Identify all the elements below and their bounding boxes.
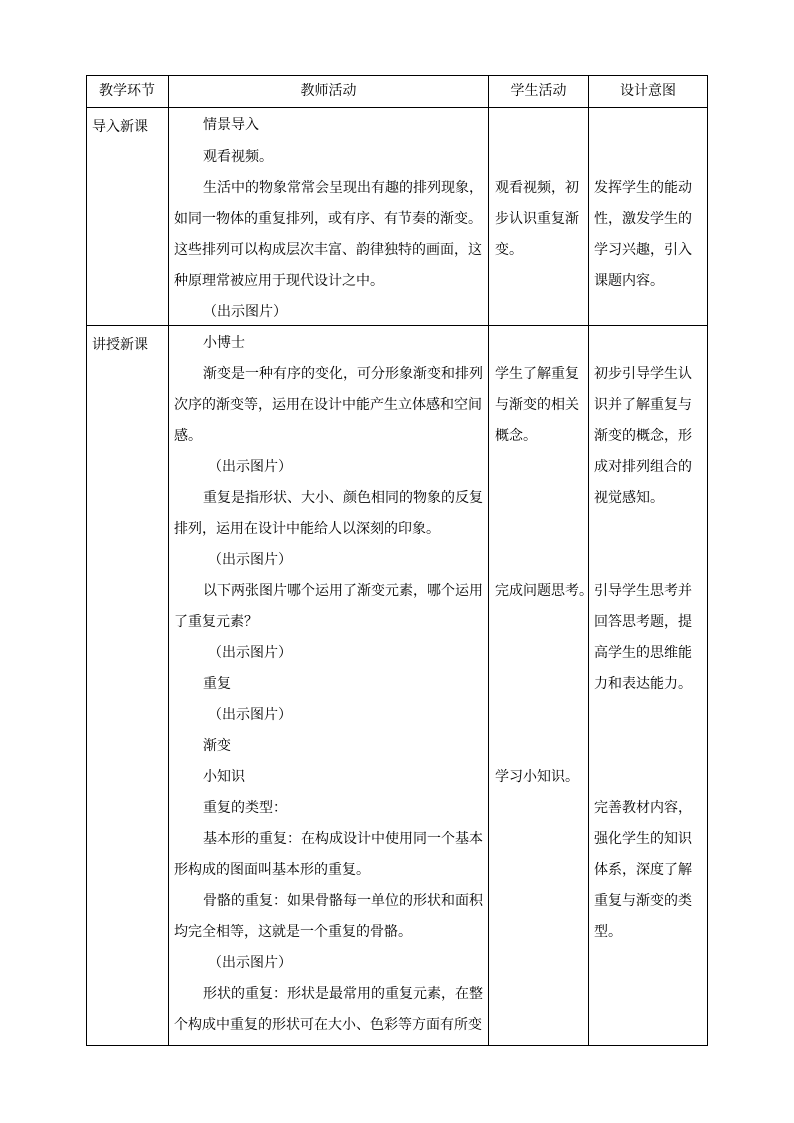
lesson-plan-table <box>86 75 708 1046</box>
teacher-activity-line: 小知识 <box>203 769 245 785</box>
teacher-activity-line: （出示图片） <box>203 304 287 320</box>
design-intent-line: 高学生的思维能 <box>594 645 692 661</box>
table-border-bottom <box>86 1045 708 1046</box>
student-activity-line: 学习小知识。 <box>495 769 579 785</box>
column-divider <box>488 75 489 1046</box>
teacher-activity-line: 以下两张图片哪个运用了渐变元素，哪个运用 <box>203 583 483 599</box>
teacher-activity-line: 形状的重复：形状是最常用的重复元素，在整 <box>203 986 483 1002</box>
header-student-activity: 学生活动 <box>510 83 567 99</box>
design-intent-line: 引导学生思考并 <box>594 583 692 599</box>
teacher-activity-line: 了重复元素？ <box>174 614 258 630</box>
header-stage: 教学环节 <box>99 83 155 99</box>
design-intent-line: 体系，深度了解 <box>594 862 692 878</box>
design-intent-line: 强化学生的知识 <box>594 831 692 847</box>
teacher-activity-line: 渐变是一种有序的变化，可分形象渐变和排列 <box>203 366 483 382</box>
design-intent-line: 渐变的概念，形 <box>594 428 692 444</box>
design-intent-line: 成对排列组合的 <box>594 459 692 475</box>
design-intent-line: 初步引导学生认 <box>594 366 692 382</box>
teacher-activity-line: （出示图片） <box>208 645 292 661</box>
teacher-activity-line: 重复的类型： <box>203 800 287 816</box>
stage-cell: 讲授新课 <box>92 337 148 353</box>
teacher-activity-line: 种原理常被应用于现代设计之中。 <box>174 273 384 289</box>
header-teacher-activity: 教师活动 <box>300 83 357 99</box>
design-intent-line: 课题内容。 <box>594 273 664 289</box>
teacher-activity-line: 形构成的图面叫基本形的重复。 <box>174 862 370 878</box>
design-intent-line: 视觉感知。 <box>594 490 664 506</box>
design-intent-line: 力和表达能力。 <box>594 676 692 692</box>
stage-cell: 导入新课 <box>92 119 148 135</box>
teacher-activity-line: 生活中的物象常常会呈现出有趣的排列现象， <box>203 180 483 196</box>
design-intent-line: 学习兴趣，引入 <box>594 242 692 258</box>
teacher-activity-line: 重复是指形状、大小、颜色相同的物象的反复 <box>203 490 483 506</box>
design-intent-line: 型。 <box>594 924 622 940</box>
design-intent-line: 重复与渐变的类 <box>594 893 692 909</box>
teacher-activity-line: （出示图片） <box>208 955 292 971</box>
table-border-left <box>86 75 87 1046</box>
column-divider <box>168 75 169 1046</box>
header-divider <box>86 107 708 108</box>
teacher-activity-line: 小博士 <box>203 335 245 351</box>
teacher-activity-line: 情景导入 <box>203 117 259 133</box>
teacher-activity-line: 基本形的重复：在构成设计中使用同一个基本 <box>203 831 483 847</box>
design-intent-line: 回答思考题，提 <box>594 614 692 630</box>
student-activity-line: 步认识重复渐 <box>495 211 579 227</box>
teacher-activity-line: （出示图片） <box>208 459 292 475</box>
design-intent-line: 发挥学生的能动 <box>594 180 692 196</box>
teacher-activity-line: 渐变 <box>203 738 231 754</box>
design-intent-line: 完善教材内容， <box>594 800 692 816</box>
teacher-activity-line: 重复 <box>203 676 231 692</box>
student-activity-line: 完成问题思考。 <box>495 583 593 599</box>
teacher-activity-line: 排列，运用在设计中能给人以深刻的印象。 <box>174 521 440 537</box>
teacher-activity-line: （出示图片） <box>208 707 292 723</box>
header-design-intent: 设计意图 <box>620 83 676 99</box>
student-activity-line: 观看视频，初 <box>495 180 579 196</box>
teacher-activity-line: 感。 <box>174 428 202 444</box>
student-activity-line: 与渐变的相关 <box>495 397 579 413</box>
student-activity-line: 概念。 <box>495 428 537 444</box>
student-activity-line: 变。 <box>495 242 523 258</box>
teacher-activity-line: 均完全相等，这就是一个重复的骨骼。 <box>174 924 412 940</box>
design-intent-line: 识并了解重复与 <box>594 397 692 413</box>
teacher-activity-line: （出示图片） <box>208 552 292 568</box>
row-divider <box>86 325 708 326</box>
design-intent-line: 性，激发学生的 <box>594 211 692 227</box>
teacher-activity-line: 骨骼的重复：如果骨骼每一单位的形状和面积 <box>203 893 483 909</box>
teacher-activity-line: 观看视频。 <box>203 149 273 165</box>
teacher-activity-line: 这些排列可以构成层次丰富、韵律独特的画面，这 <box>174 242 482 258</box>
teacher-activity-line: 如同一物体的重复排列，或有序、有节奏的渐变。 <box>174 211 482 227</box>
column-divider <box>588 75 589 1046</box>
teacher-activity-line: 次序的渐变等，运用在设计中能产生立体感和空间 <box>174 397 482 413</box>
teacher-activity-line: 个构成中重复的形状可在大小、色彩等方面有所变 <box>174 1017 482 1033</box>
table-border-right <box>707 75 708 1046</box>
student-activity-line: 学生了解重复 <box>495 366 579 382</box>
